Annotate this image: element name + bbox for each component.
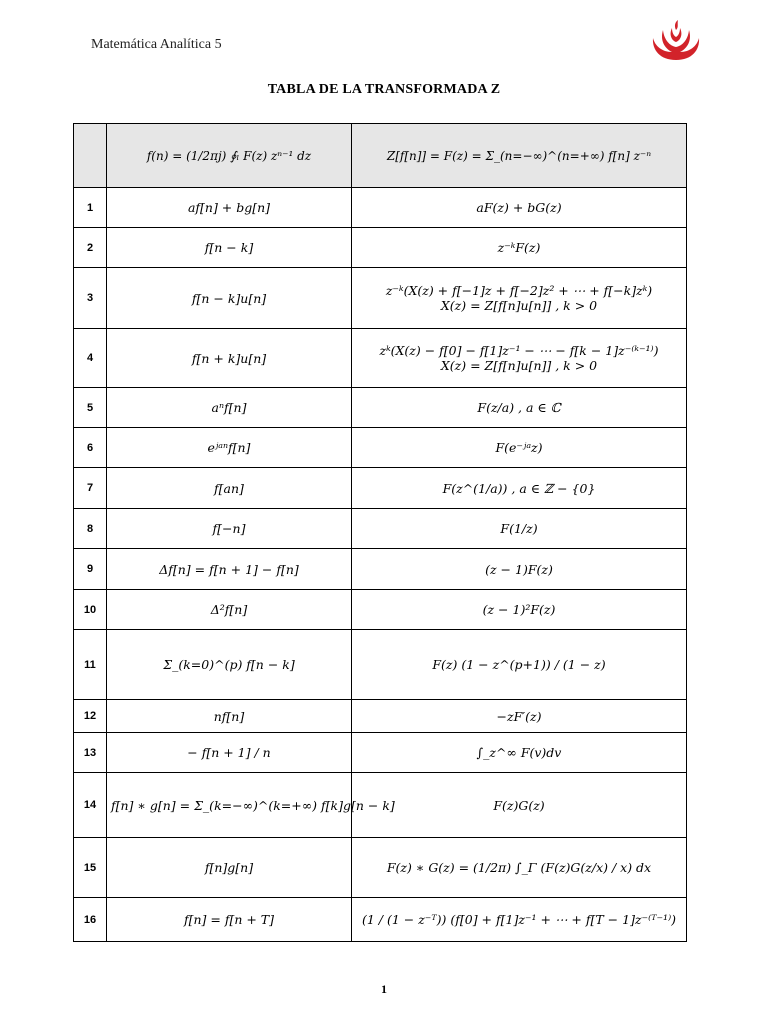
sequence-expression: f[an]: [107, 468, 352, 509]
course-title: Matemática Analítica 5: [91, 37, 222, 52]
z-transform-expression: [352, 733, 687, 773]
header-index-cell: [74, 124, 107, 188]
table-row: [74, 188, 687, 228]
transform-line: F(z/a) , a ∈ ℂ: [477, 400, 561, 415]
transform-line: z⁻ᵏ(X(z) + f[−1]z + f[−2]z² + ⋯ + f[−k]zᵏ): [385, 283, 653, 298]
transform-line: F(z) (1 − z^(p+1)) / (1 − z): [432, 657, 606, 672]
table-row: [74, 428, 687, 468]
row-number: 3: [74, 268, 107, 329]
row-number: 7: [74, 468, 107, 509]
transform-condition-line: X(z) = Z[f[n]u[n]] , k > 0: [440, 358, 598, 373]
transform-line: (1 / (1 − z⁻ᵀ)) (f[0] + f[1]z⁻¹ + ⋯ + f[T − 1]z⁻⁽ᵀ⁻¹⁾): [361, 912, 677, 927]
z-transform-expression: [352, 228, 687, 268]
row-number: 8: [74, 509, 107, 549]
table-row: [74, 630, 687, 700]
row-number: 5: [74, 388, 107, 428]
sequence-expression: f[n] ∗ g[n] = Σ_(k=−∞)^(k=+∞) f[k]g[n − k]: [107, 773, 352, 838]
row-number: 14: [74, 773, 107, 838]
table-row: [74, 838, 687, 898]
table-row: [74, 329, 687, 388]
sequence-expression: aⁿf[n]: [107, 388, 352, 428]
z-transform-expression: [352, 838, 687, 898]
table-row: [74, 228, 687, 268]
transform-line: F(e⁻ʲᵃz): [495, 440, 543, 455]
z-transform-table: [73, 123, 687, 942]
sequence-expression: − f[n + 1] / n: [107, 733, 352, 773]
table-row: [74, 898, 687, 942]
row-number: 15: [74, 838, 107, 898]
z-transform-expression: [352, 700, 687, 733]
transform-condition-line: X(z) = Z[f[n]u[n]] , k > 0: [440, 298, 598, 313]
row-number: 13: [74, 733, 107, 773]
row-number: 11: [74, 630, 107, 700]
table-row: [74, 468, 687, 509]
sequence-expression: f[n − k]: [107, 228, 352, 268]
sequence-expression: eʲᵃⁿf[n]: [107, 428, 352, 468]
sequence-expression: Δf[n] = f[n + 1] − f[n]: [107, 549, 352, 590]
sequence-expression: f[n − k]u[n]: [107, 268, 352, 329]
table-row: [74, 388, 687, 428]
row-number: 4: [74, 329, 107, 388]
transform-line: zᵏ(X(z) − f[0] − f[1]z⁻¹ − ⋯ − f[k − 1]z⁻⁽ᵏ⁻¹⁾): [379, 343, 659, 358]
table-row: [74, 509, 687, 549]
table-row: [74, 733, 687, 773]
transform-line: F(1/z): [500, 521, 538, 536]
z-transform-expression: [352, 329, 687, 388]
table-header-row: [74, 124, 687, 188]
sequence-expression: f[−n]: [107, 509, 352, 549]
transform-line: (z − 1)F(z): [485, 561, 553, 577]
table-row: [74, 700, 687, 733]
z-transform-expression: [352, 468, 687, 509]
table-row: [74, 590, 687, 630]
z-transform-expression: [352, 509, 687, 549]
z-transform-expression: [352, 630, 687, 700]
transform-line: z⁻ᵏF(z): [497, 240, 541, 255]
z-transform-expression: [352, 428, 687, 468]
row-number: 6: [74, 428, 107, 468]
transform-line: −zF′(z): [496, 708, 542, 724]
transform-line: F(z^(1/a)) , a ∈ ℤ − {0}: [442, 480, 596, 496]
sequence-expression: Σ_(k=0)^(p) f[n − k]: [107, 630, 352, 700]
transform-line: aF(z) + bG(z): [476, 200, 562, 215]
row-number: 1: [74, 188, 107, 228]
z-transform-expression: [352, 549, 687, 590]
row-number: 2: [74, 228, 107, 268]
page-number: 1: [381, 982, 387, 996]
row-number: 12: [74, 700, 107, 733]
z-transform-expression: [352, 898, 687, 942]
sequence-expression: f[n + k]u[n]: [107, 329, 352, 388]
row-number: 10: [74, 590, 107, 630]
row-number: 16: [74, 898, 107, 942]
transform-line: F(z) ∗ G(z) = (1/2π) ∫_Γ (F(z)G(z/x) / x) dx: [386, 860, 652, 875]
sequence-expression: f[n]g[n]: [107, 838, 352, 898]
transform-line: F(z)G(z): [493, 797, 545, 813]
sequence-expression: Δ²f[n]: [107, 590, 352, 630]
page-title: TABLA DE LA TRANSFORMADA Z: [267, 82, 501, 97]
header-inverse-formula: f(n) = (1/2πj) ∮ₗ F(z) zⁿ⁻¹ dz: [107, 124, 352, 188]
table-row: [74, 549, 687, 590]
header-forward-formula: Z[f[n]] = F(z) = Σ_(n=−∞)^(n=+∞) f[n] z⁻ⁿ: [352, 124, 687, 188]
upc-logo-icon: [650, 18, 702, 62]
z-transform-expression: [352, 773, 687, 838]
sequence-expression: af[n] + bg[n]: [107, 188, 352, 228]
transform-line: ∫_z^∞ F(v)dv: [476, 745, 562, 760]
table-row: [74, 268, 687, 329]
z-transform-expression: [352, 388, 687, 428]
table-row: [74, 773, 687, 838]
row-number: 9: [74, 549, 107, 590]
z-transform-expression: [352, 590, 687, 630]
z-transform-expression: [352, 188, 687, 228]
z-transform-expression: [352, 268, 687, 329]
sequence-expression: f[n] = f[n + T]: [107, 898, 352, 942]
sequence-expression: nf[n]: [107, 700, 352, 733]
transform-line: (z − 1)²F(z): [482, 602, 556, 617]
